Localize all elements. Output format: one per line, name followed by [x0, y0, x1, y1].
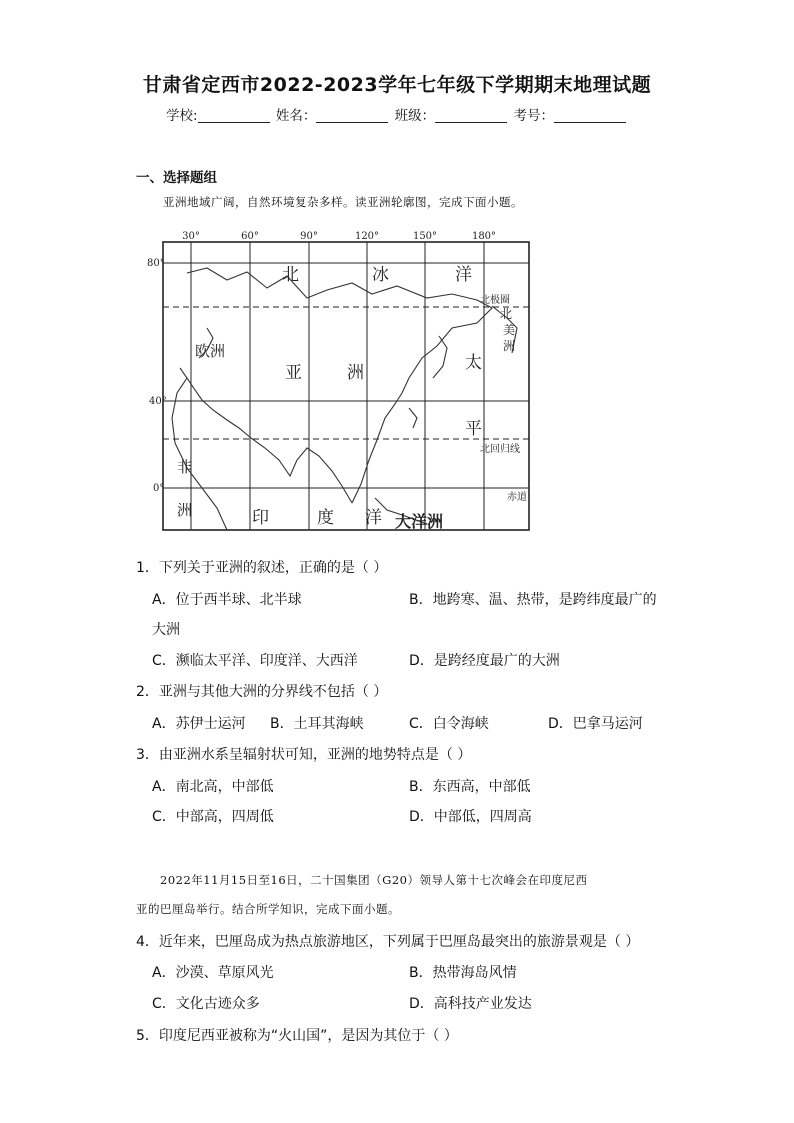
class-label: 班级：	[394, 108, 436, 124]
africa-label: 非	[177, 458, 193, 476]
exam-no-label: 考号：	[513, 108, 554, 124]
section-intro: 亚洲地域广阔，自然环境复杂多样。读亚洲轮廓图，完成下面小题。	[163, 195, 523, 209]
indian-ocean-label: 洋	[365, 508, 382, 528]
north-america-label: 洲	[503, 339, 516, 353]
north-america-label: 北	[500, 307, 513, 321]
question-2: 2．亚洲与其他大洲的分界线不包括（ ）	[136, 684, 388, 700]
lon-label: 60°	[241, 231, 259, 242]
q4-option-c[interactable]: C．文化古迹众多	[152, 996, 260, 1012]
section-heading: 一、选择题组	[136, 170, 217, 186]
lon-label: 180°	[471, 231, 497, 242]
section2-intro-line1: 2022年11月15日至16日，二十国集团（G20）领导人第十七次峰会在印度尼西	[160, 873, 588, 887]
lat-label: 0°	[153, 483, 165, 494]
question-5: 5．印度尼西亚被称为“火山国”，是因为其位于（ ）	[136, 1028, 458, 1044]
arctic-ocean-label: 北	[282, 265, 299, 285]
q3-option-a[interactable]: A．南北高，中部低	[152, 779, 274, 795]
q4-option-d[interactable]: D．高科技产业发达	[409, 996, 532, 1012]
name-label: 姓名：	[275, 108, 317, 124]
q2-option-c[interactable]: C．白令海峡	[409, 716, 489, 732]
class-field[interactable]	[435, 108, 507, 123]
exam-no-field[interactable]	[554, 108, 626, 123]
question-stem: 亚洲与其他大洲的分界线不包括（ ）	[158, 684, 388, 700]
question-3: 3．由亚洲水系呈辐射状可知，亚洲的地势特点是（ ）	[136, 747, 472, 763]
asia-label: 洲	[347, 363, 364, 383]
q3-option-d[interactable]: D．中部低，四周高	[409, 809, 532, 825]
tropic-of-cancer-label: 北回归线	[480, 444, 520, 455]
lat-label: 40°	[149, 396, 167, 407]
student-info-line	[0, 104, 794, 124]
lat-label: 80°	[147, 258, 165, 269]
question-number: 5	[136, 1028, 145, 1044]
question-stem: 近年来，巴厘岛成为热点旅游地区，下列属于巴厘岛最突出的旅游景观是（ ）	[158, 934, 640, 950]
question-stem: 印度尼西亚被称为“火山国”，是因为其位于（ ）	[158, 1028, 458, 1044]
q1-option-b-continued: 大洲	[152, 622, 180, 638]
section2-intro-line2: 亚的巴厘岛举行。结合所学知识，完成下面小题。	[136, 902, 400, 916]
pacific-ocean-label: 太	[465, 353, 482, 373]
oceania-label: 大洋洲	[395, 512, 444, 531]
school-label: 学校:	[166, 108, 198, 124]
name-field[interactable]	[316, 108, 388, 123]
indian-ocean-label: 印	[252, 508, 269, 528]
asia-label: 亚	[285, 363, 302, 383]
question-number: 4	[136, 934, 145, 950]
question-number: 3	[136, 747, 145, 763]
q4-option-a[interactable]: A．沙漠、草原风光	[152, 965, 274, 981]
africa-label: 洲	[177, 501, 193, 519]
q1-option-a[interactable]: A．位于西半球、北半球	[152, 592, 302, 608]
q4-option-b[interactable]: B．热带海岛风情	[409, 965, 517, 981]
arctic-ocean-label: 洋	[455, 265, 472, 285]
europe-label: 欧洲	[195, 342, 226, 360]
question-number: 2	[136, 684, 145, 700]
question-stem: 由亚洲水系呈辐射状可知，亚洲的地势特点是（ ）	[158, 747, 472, 763]
q3-option-c[interactable]: C．中部高，四周低	[152, 809, 274, 825]
question-number: 1	[136, 560, 145, 576]
q2-option-b[interactable]: B．土耳其海峡	[270, 716, 364, 732]
pacific-ocean-label: 平	[465, 419, 482, 439]
asia-outline-map	[147, 228, 533, 533]
q2-option-a[interactable]: A．苏伊士运河	[152, 716, 246, 732]
q2-option-d[interactable]: D．巴拿马运河	[548, 716, 643, 732]
arctic-ocean-label: 冰	[372, 265, 389, 285]
equator-label: 赤道	[507, 492, 527, 503]
arctic-circle-label: 北极圈	[480, 295, 510, 306]
q3-option-b[interactable]: B．东西高，中部低	[409, 779, 531, 795]
page-title: 甘肃省定西市2022-2023学年七年级下学期期末地理试题	[142, 74, 652, 96]
lon-label: 150°	[412, 231, 438, 242]
north-america-label: 美	[503, 323, 516, 337]
lon-label: 120°	[354, 231, 380, 242]
lon-label: 90°	[300, 231, 318, 242]
question-1: 1．下列关于亚洲的叙述，正确的是（ ）	[136, 560, 388, 576]
indian-ocean-label: 度	[317, 508, 334, 528]
q1-option-d[interactable]: D．是跨经度最广的大洲	[409, 653, 560, 669]
question-stem: 下列关于亚洲的叙述，正确的是（ ）	[158, 560, 388, 576]
q1-option-b[interactable]: B．地跨寒、温、热带，是跨纬度最广的	[409, 592, 657, 608]
lon-label: 30°	[182, 231, 200, 242]
school-field[interactable]	[198, 108, 270, 123]
question-4: 4．近年来，巴厘岛成为热点旅游地区，下列属于巴厘岛最突出的旅游景观是（ ）	[136, 934, 640, 950]
q1-option-c[interactable]: C．濒临太平洋、印度洋、大西洋	[152, 653, 358, 669]
